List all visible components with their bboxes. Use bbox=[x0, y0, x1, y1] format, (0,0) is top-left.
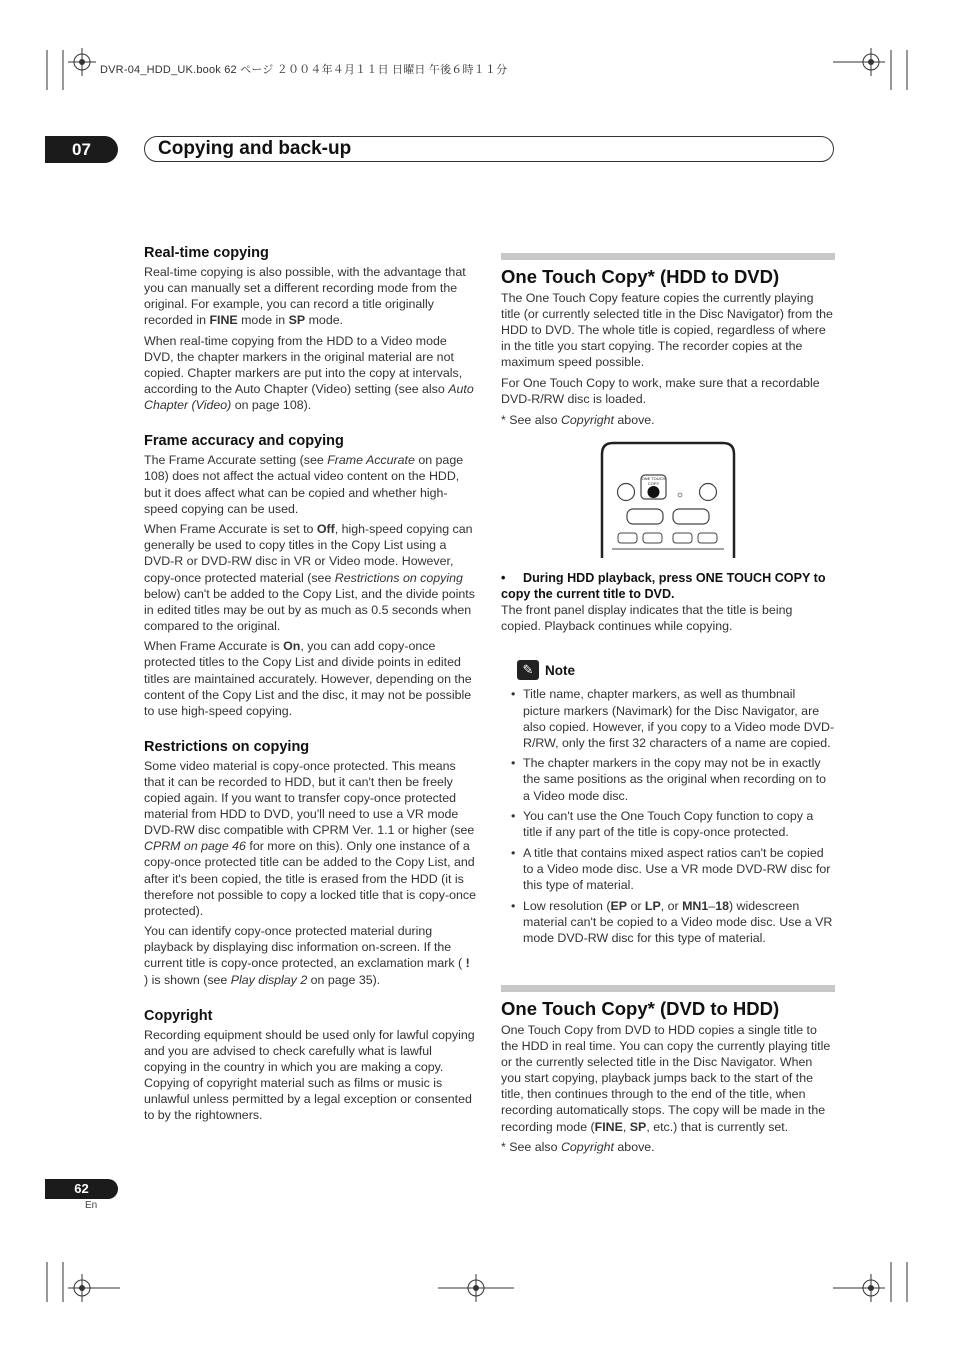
section-restrictions bbox=[144, 738, 477, 988]
remote-control-illustration bbox=[501, 440, 835, 560]
print-header: DVR-04_HDD_UK.book 62 ページ ２００４年４月１１日 日曜日 午後６時１１分 bbox=[100, 64, 508, 76]
section-otc-hdd-to-dvd bbox=[501, 253, 835, 950]
page-number: 62 bbox=[45, 1179, 118, 1199]
section-realtime-copying bbox=[144, 244, 477, 413]
remote-label-copy: COPY bbox=[647, 480, 660, 486]
section-otc-dvd-to-hdd bbox=[501, 985, 835, 1160]
frame-paragraph-2: When Frame Accurate is set to Off, high-speed copying can generally be used to copy titles in the Copy List using a DVD-R or DVD-RW disc in VR or Video mode. However, copy-once protected material (see Restrictions on copying below) can't be added to the Copy List, and the divide points in edited titles may be out by as much as 0.5 seconds when compared to the original. bbox=[144, 522, 475, 633]
note-item: • You can't use the One Touch Copy function to copy a title if any part of the title is copy-once protected. bbox=[523, 808, 835, 840]
chapter-title: Copying and back-up bbox=[158, 138, 352, 159]
page-language: En bbox=[85, 1200, 98, 1211]
copyright-paragraph: Recording equipment should be used only for lawful copying and you are advised to check carefully what is lawful copying in the country in which you are making a copy. Copying of copyright material such as films or music is unlawful unless permitted by a legal exception or consented to by the rightowners. bbox=[144, 1027, 475, 1123]
otc-hdd-dvd-paragraph-4: The front panel display indicates that the title is being copied. Playback continues while copying. bbox=[501, 602, 793, 633]
otc-hdd-dvd-heading: One Touch Copy* (HDD to DVD) bbox=[501, 266, 780, 287]
section-rule bbox=[501, 985, 835, 992]
realtime-paragraph-1: Real-time copying is also possible, with the advantage that you can manually set a different recording mode from the original. For example, you can record a title originally recorded in FINE mode in SP mode. bbox=[144, 265, 466, 328]
frame-paragraph-1: The Frame Accurate setting (see Frame Accurate on page 108) does not affect the actual video content on the HDD, but it does affect what can be copied and whether high-speed copying can be used. bbox=[144, 453, 464, 516]
restrictions-paragraph-1: Some video material is copy-once protected. This means that it can be recorded to HDD, but it can't then be freely copied again. If you want to transfer copy-once protected material from HDD to DVD, you'll need to use a VR mode DVD-RW disc compatible with CPRM Ver. 1.1 or higher (see CPRM on page 46 for more on this). Only one instance of a copy-once protected title can be added to the Copy List, and after it's been copied, the title is erased from the HDD (it is therefore not possible to copy a locked title that is copy-once protected). bbox=[144, 758, 476, 918]
left-column bbox=[144, 244, 477, 1142]
section-frame-accuracy bbox=[144, 432, 477, 719]
section-rule bbox=[501, 253, 835, 260]
otc-hdd-dvd-paragraph-1: The One Touch Copy feature copies the currently playing title (or currently selected title in the Disc Navigator) from the HDD to DVD. The whole title is copied, regardless of where in the title you start copying. The recorder copies at the maximum speed possible. bbox=[501, 291, 833, 370]
note-header bbox=[517, 660, 835, 680]
otc-hdd-dvd-paragraph-2: For One Touch Copy to work, make sure that a recordable DVD-R/RW disc is loaded. bbox=[501, 375, 820, 407]
note-item: • Low resolution (EP or LP, or MN1–18) widescreen material can't be copied to a Video mode disc. Use a VR mode DVD-RW disc for this type of material. bbox=[523, 898, 835, 946]
note-item: • A title that contains mixed aspect ratios can't be copied to a Video mode disc. Use a VR mode DVD-RW disc for this type of material. bbox=[523, 845, 835, 893]
otc-hdd-dvd-see-also: * See also Copyright above. bbox=[501, 412, 655, 427]
realtime-paragraph-2: When real-time copying from the HDD to a Video mode DVD, the chapter markers in the original material are not copied. Chapter markers are put into the copy at intervals, according to the Auto Chapter (Video) setting (see also Auto Chapter (Video) on page 108). bbox=[144, 333, 474, 413]
one-touch-copy-button-icon bbox=[648, 486, 660, 498]
section-copyright bbox=[144, 1007, 477, 1124]
realtime-heading: Real-time copying bbox=[144, 245, 269, 261]
note-label: Note bbox=[545, 662, 575, 678]
remote-label-one-touch: ONE TOUCH bbox=[641, 475, 666, 481]
frame-heading: Frame accuracy and copying bbox=[144, 433, 344, 450]
otc-dvd-hdd-heading: One Touch Copy* (DVD to HDD) bbox=[501, 998, 780, 1019]
note-item: • Title name, chapter markers, as well as thumbnail picture markers (Navimark) for the Disc Navigator, are also copied. However, if you copy to a Video mode DVD-R/RW, only the first 32 characters of a name are copied. bbox=[523, 686, 835, 750]
restrictions-paragraph-2: You can identify copy-once protected material during playback by displaying disc information on-screen. If the current title is copy-once protected, an exclamation mark ( ! ) is shown (see Play display 2 on page 35). bbox=[144, 924, 470, 987]
copyright-heading: Copyright bbox=[144, 1007, 213, 1024]
pencil-note-icon: ✎ bbox=[517, 660, 539, 680]
instruction-bullet: • During HDD playback, press ONE TOUCH COPY to copy the current title to DVD. bbox=[501, 570, 826, 601]
note-list bbox=[501, 686, 835, 945]
restrictions-heading: Restrictions on copying bbox=[144, 738, 310, 755]
note-item: • The chapter markers in the copy may not be in exactly the same positions as the original when recording on to a Video mode disc. bbox=[523, 755, 835, 803]
otc-dvd-hdd-paragraph-1: One Touch Copy from DVD to HDD copies a single title to the HDD in real time. You can copy the currently playing title or the currently selected title in the Disc Navigator. When you start copying, playback jumps back to the start of the title, then continues through to the end of the title, when recording automatically stops. The copy will be made in the recording mode (FINE, SP, etc.) that is currently set. bbox=[501, 1023, 831, 1134]
frame-paragraph-3: When Frame Accurate is On, you can add copy-once protected titles to the Copy List and divide points in edited titles are maintained accurately. However, depending on the content of the Copy List and the disc, it may not be possible to use high-speed copying. bbox=[144, 639, 472, 718]
chapter-number: 07 bbox=[45, 136, 118, 163]
otc-dvd-hdd-see-also: * See also Copyright above. bbox=[501, 1140, 655, 1155]
